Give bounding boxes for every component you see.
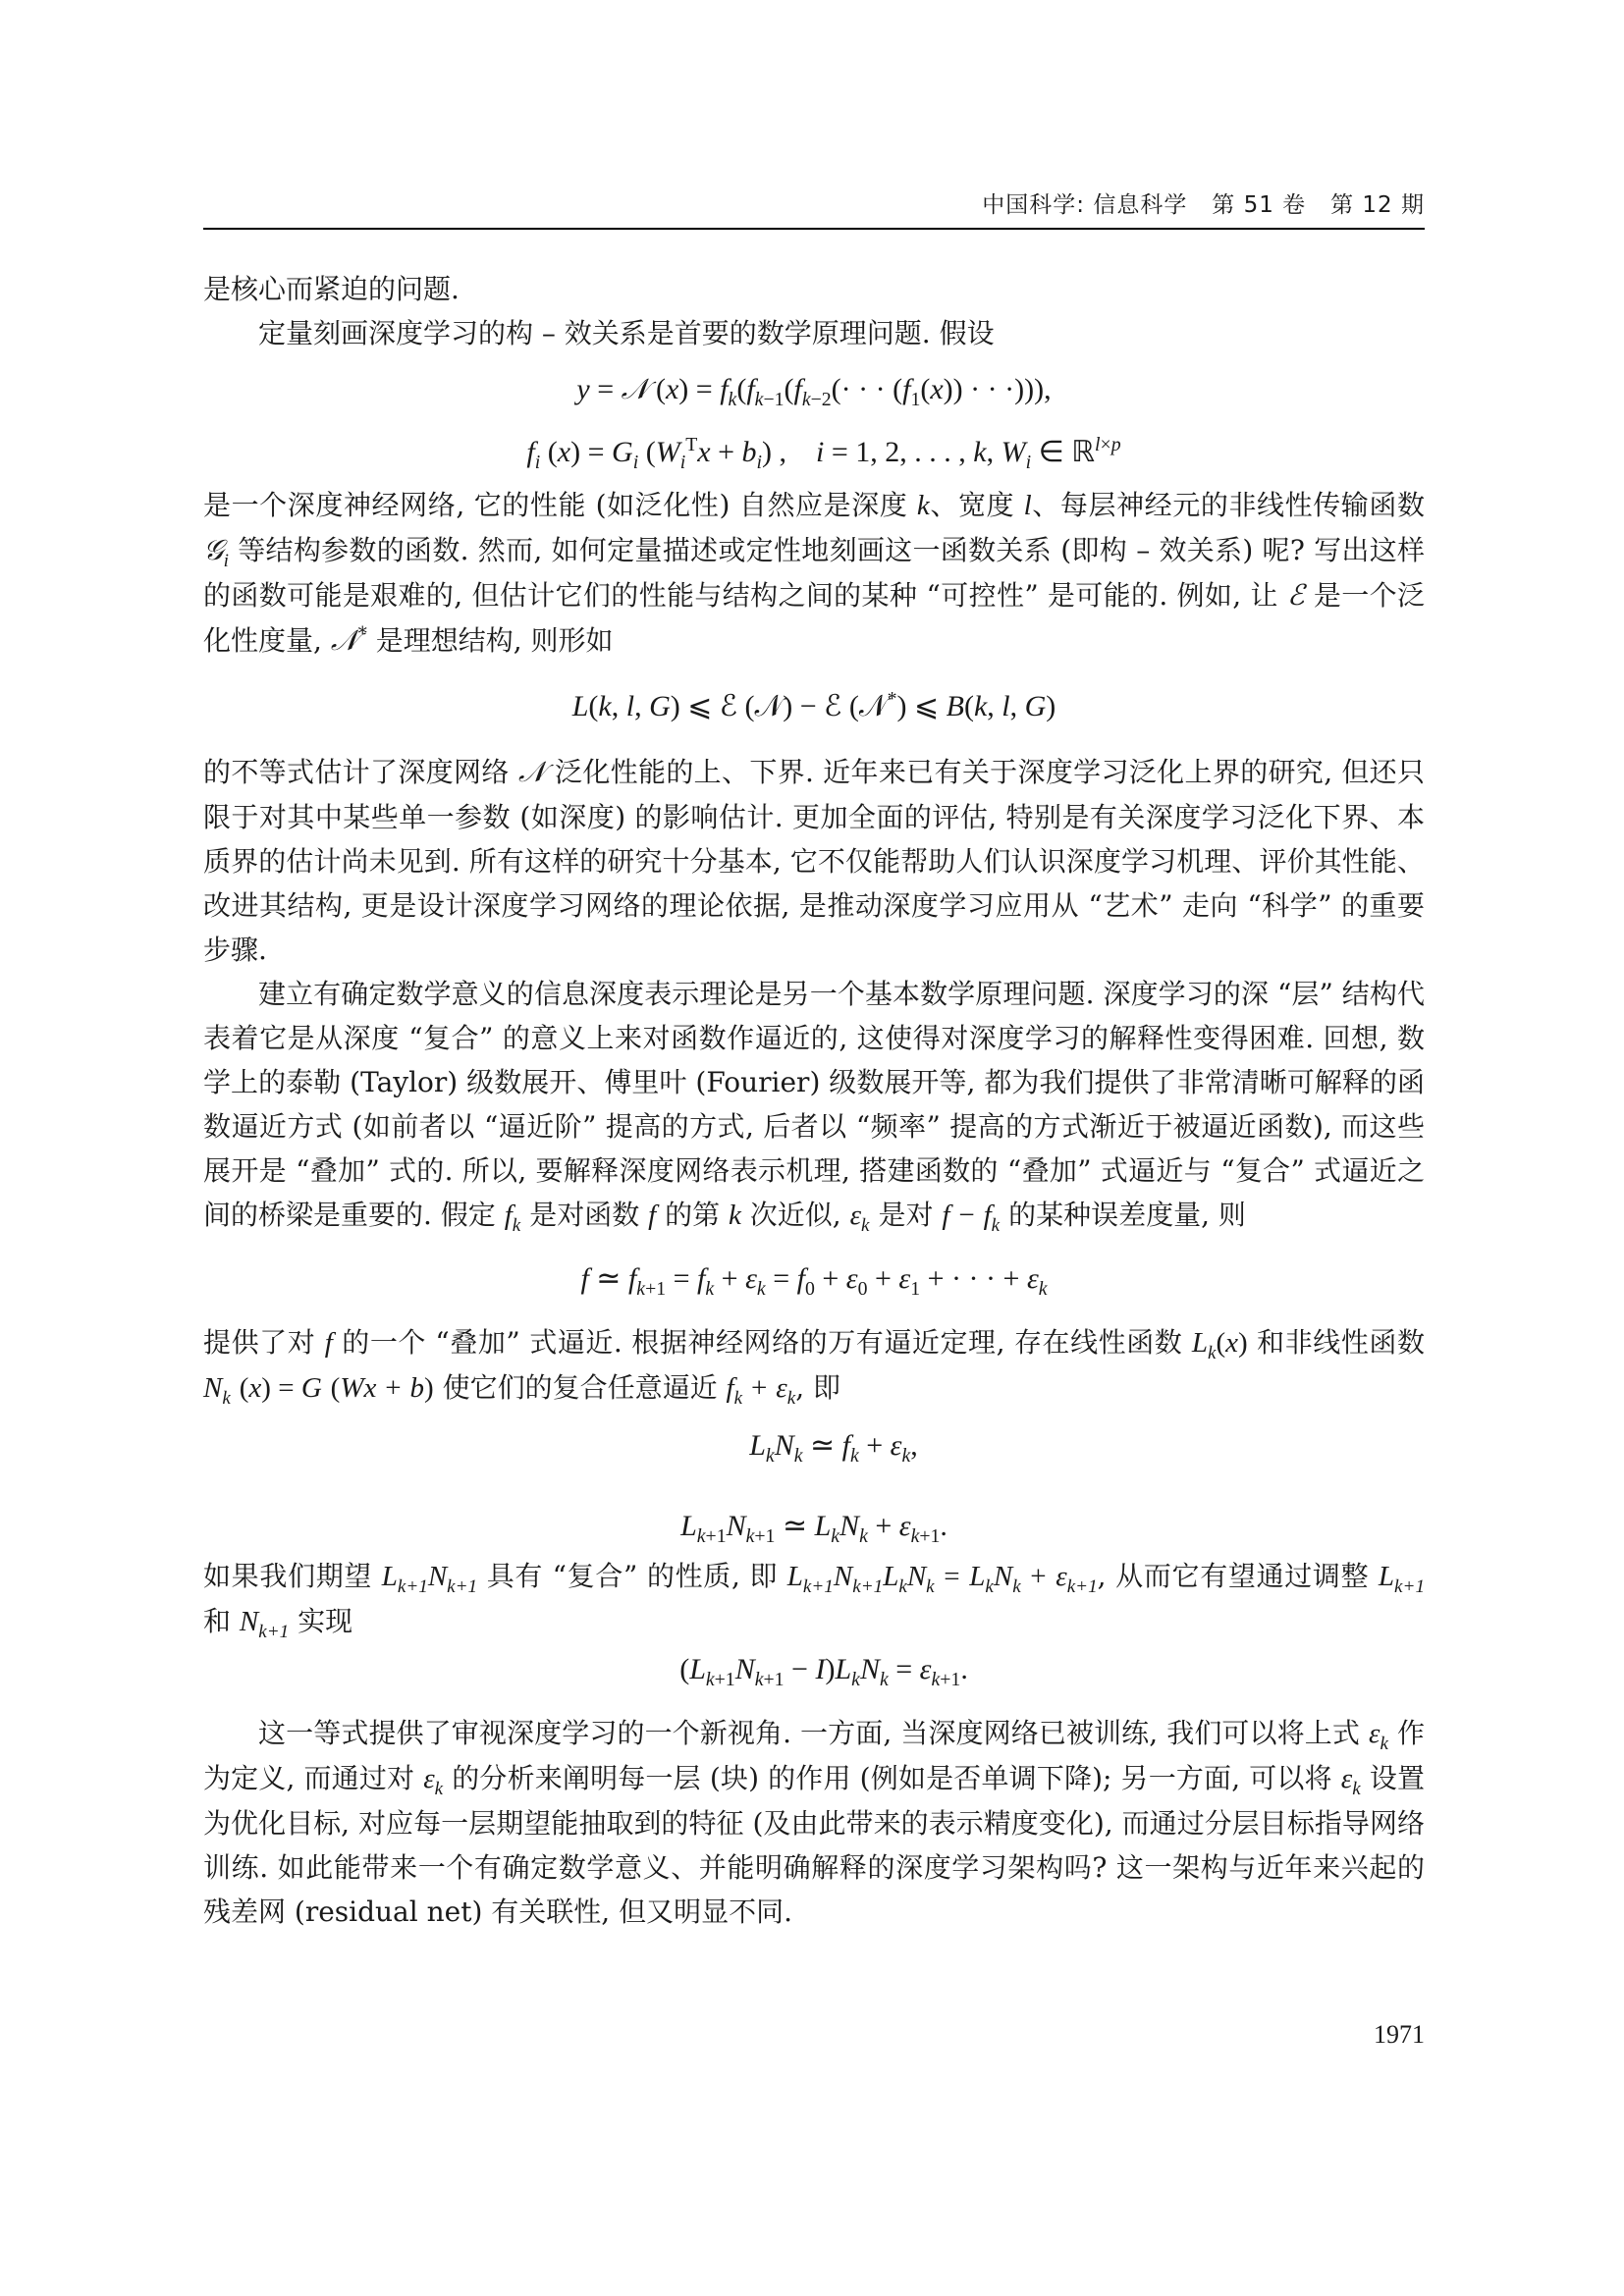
- paragraph-2: 定量刻画深度学习的构 – 效关系是首要的数学原理问题. 假设: [258, 317, 995, 349]
- journal-name: 中国科学: 信息科学: [982, 192, 1188, 218]
- journal-header: [203, 187, 1425, 226]
- header-rule: [203, 228, 1425, 230]
- page-number: 1971: [1374, 2020, 1425, 2049]
- equation-network-definition: y = 𝒩 $(x) = f_k(f_{k-1}(f_{k-2}(\cdot$ · · $(f_1(x))$ · · ·))), $f_i$ $(x) = G_i$ $(W_i^Tx + b_i)$ , i = 1, 2, . . . , k, $W_i$ ∈ ℝ$^{l\times p}$: [526, 373, 1121, 473]
- equation-residual: $(L_{k+1}N_{k+1} - I)L_kN_k = \varepsilon_{k+1}$.: [679, 1653, 968, 1690]
- paragraph-7: 如果我们期望 $L_{k+1}N_{k+1}$ 具有 “复合” 的性质, 即 $L_{k+1}N_{k+1}L_kN_k = L_kN_k + \varepsilon_{k+1}$, 从而它有望通过调整 $L_{k+1}$ 和 $N_{k+1}$ 实现: [203, 1560, 1426, 1642]
- article-body: [203, 267, 1425, 1934]
- paragraph-8: 这一等式提供了审视深度学习的一个新视角. 一方面, 当深度网络已被训练, 我们可以将上式 $\varepsilon_k$ 作为定义, 而通过对 $\varepsilon_k$ 的分析来阐明每一层 (块) 的作用 (例如是否单调下降); 另一方面, 可以将 $\varepsilon_k$ 设置为优化目标, 对应每一层期望能抽取到的特征 (及由此带来的表示精度变化), 而通过分层目标指导网络训练. 如此能带来一个有确定数学意义、并能明确解释的深度学习架构吗? 这一架构与近年来兴起的残差网 (residual net) 有关联性, 但又明显不同.: [203, 1717, 1425, 1928]
- paragraph-1: 是核心而紧迫的问题.: [203, 273, 460, 305]
- paragraph-5: 建立有确定数学意义的信息深度表示理论是另一个基本数学原理问题. 深度学习的深 “层” 结构代表着它是从深度 “复合” 的意义上来对函数作逼近的, 这使得对深度学习的解释性变得困难. 回想, 数学上的泰勒 (Taylor) 级数展开、傅里叶 (Fourier) 级数展开等, 都为我们提供了非常清晰可解释的函数逼近方式 (如前者以 “逼近阶” 提高的方式, 后者以 “频率” 提高的方式渐近于被逼近函数), 而这些展开是 “叠加” 式的. 所以, 要解释深度网络表示机理, 搭建函数的 “叠加” 式逼近与 “复合” 式逼近之间的桥梁是重要的. 假定 $f_k$ 是对函数 f 的第 k 次近似, $\varepsilon_k$ 是对 $f - f_k$ 的某种误差度量, 则: [203, 978, 1425, 1236]
- issue-label: 第 12 期: [1330, 192, 1425, 218]
- paragraph-6: 提供了对 f 的一个 “叠加” 式逼近. 根据神经网络的万有逼近定理, 存在线性函数 $L_k(x)$ 和非线性函数 $N_k$ (x) = G (Wx + b) 使它们的复合任意逼近 $f_k + \varepsilon_k$, 即: [203, 1326, 1425, 1409]
- paragraph-4: 的不等式估计了深度网络 𝒩 泛化性能的上、下界. 近年来已有关于深度学习泛化上界的研究, 但还只限于对其中某些单一参数 (如深度) 的影响估计. 更加全面的评估, 特别是有关深度学习泛化下界、本质界的估计尚未见到. 所有这样的研究十分基本, 它不仅能帮助人们认识深度学习机理、评价其性能、改进其结构, 更是设计深度学习网络的理论依据, 是推动深度学习应用从 “艺术” 走向 “科学” 的重要步骤.: [203, 756, 1426, 966]
- equation-generalization-bound: L(k, l, G) ⩽ ℰ (𝒩) − ℰ (𝒩*) ⩽ B(k, l, G): [571, 688, 1056, 722]
- equation-composition: $L_kN_k$ ≃ $f_k + \varepsilon_k$, $L_{k+1}N_{k+1}$ ≃ $L_kN_k + \varepsilon_{k+1}$.: [680, 1429, 947, 1547]
- equation-superposition: f ≃ $f_{k+1} = f_k + \varepsilon_k = f_0 + \varepsilon_0 + \varepsilon_1$ + · · · + $\varepsilon_k$: [580, 1262, 1048, 1300]
- volume-label: 第 51 卷: [1212, 192, 1307, 218]
- paragraph-3: 是一个深度神经网络, 它的性能 (如泛化性) 自然应是深度 k、宽度 l、每层神经元的非线性传输函数 𝒢$_i$ 等结构参数的函数. 然而, 如何定量描述或定性地刻画这一函数关系 (即构 – 效关系) 呢? 写出这样的函数可能是艰难的, 但估计它们的性能与结构之间的某种 “可控性” 是可能的. 例如, 让 ℰ 是一个泛化性度量, 𝒩* 是理想结构, 则形如: [203, 489, 1426, 657]
